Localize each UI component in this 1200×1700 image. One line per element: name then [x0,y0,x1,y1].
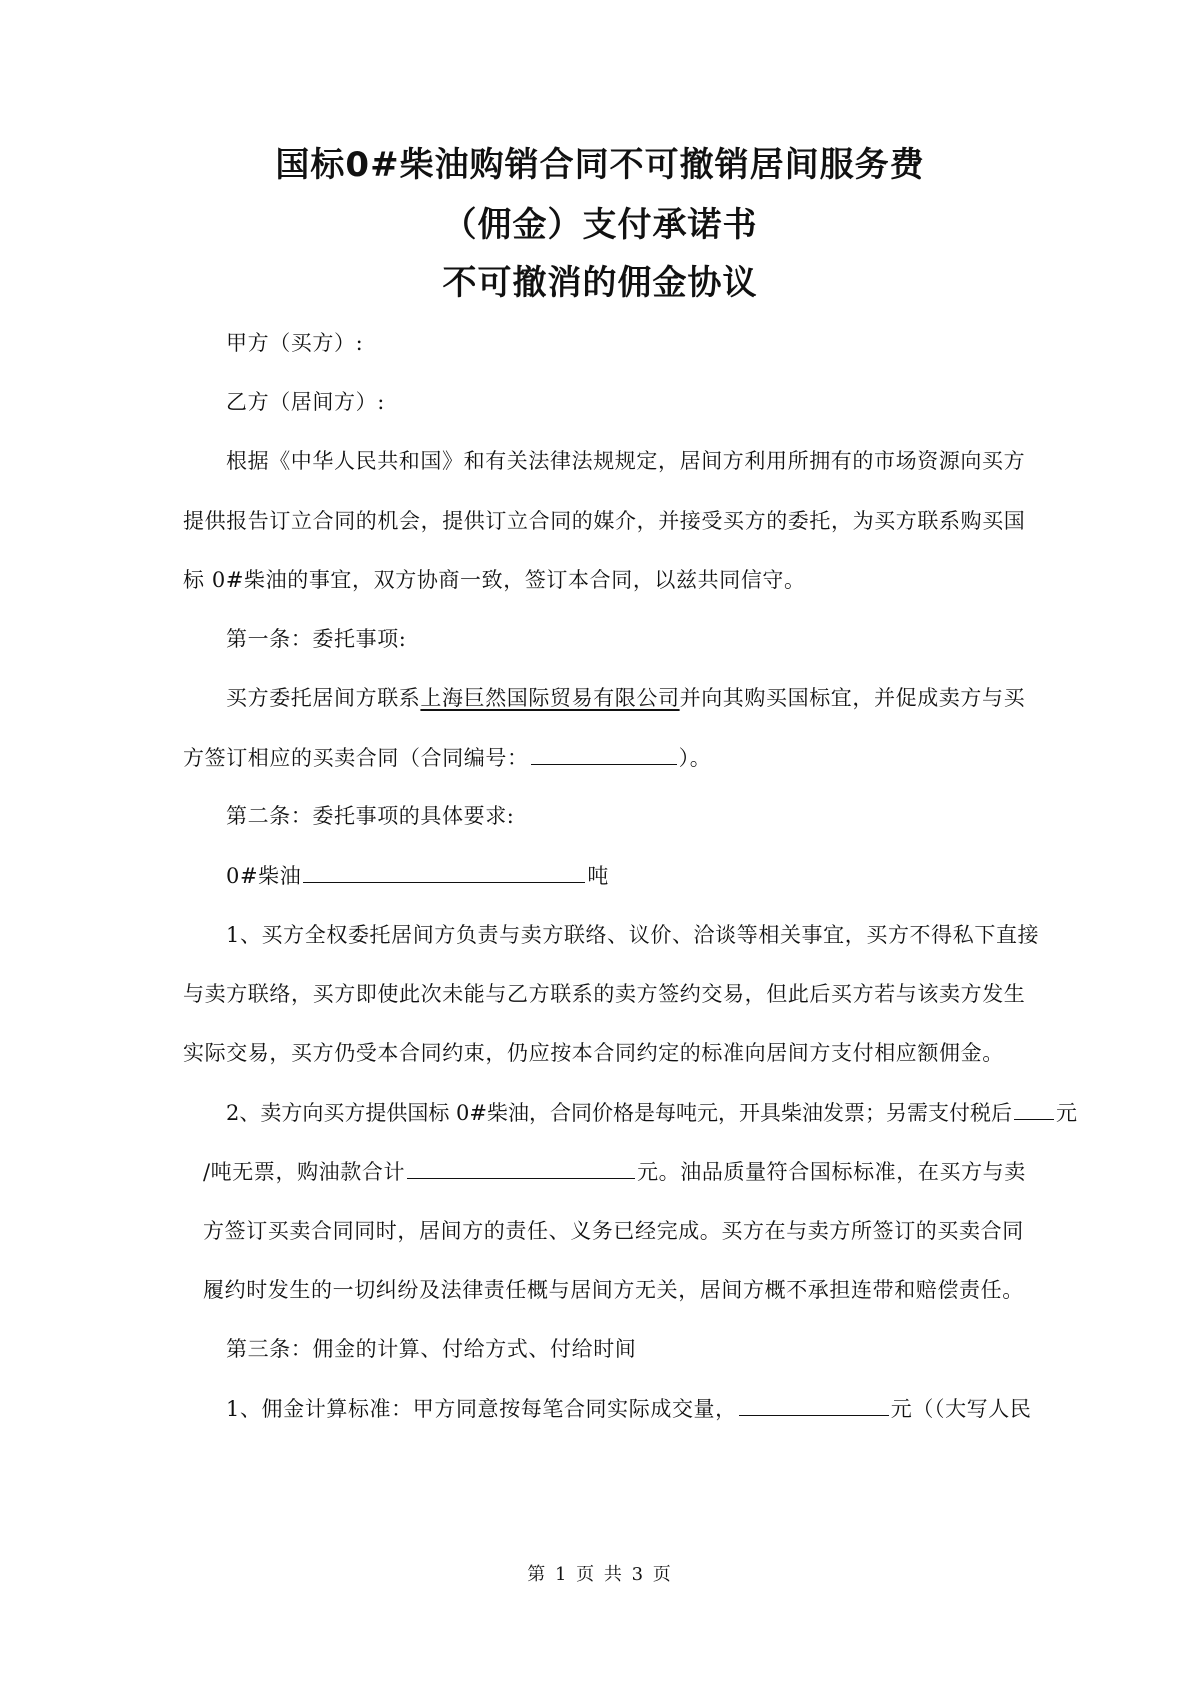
total-payment-blank [407,1156,635,1179]
article-3-line-1-start: 1、佣金计算标准：甲方同意按每笔合同实际成交量， [226,1397,737,1421]
intro-line-3: 标 0#柴油的事宜，双方协商一致，签订本合同，以兹共同信守。 [183,568,806,592]
item-1-line-1: 1、买方全权委托居间方负责与卖方联络、议价、洽谈等相关事宜，买方不得私下直接 [226,923,1040,947]
item-2-line-2 [203,1156,1026,1187]
intro-line-2: 提供报告订立合同的机会，提供订立合同的媒介，并接受买方的委托，为买方联系购买国 [183,509,1026,533]
page-number-footer: 第 1 页 共 3 页 [527,1564,673,1585]
party-a-label: 甲方（买方）: [226,331,364,355]
diesel-quantity-line [226,860,609,891]
item-2-line-1-end: 元 [1056,1101,1077,1125]
item-2-line-2-start: /吨无票，购油款合计 [203,1160,406,1184]
item-2-line-4: 履约时发生的一切纠纷及法律责任概与居间方无关，居间方概不承担连带和赔偿责任。 [203,1278,1024,1302]
article-1-line-2 [183,742,711,773]
document-title-line-2: （佣金）支付承诺书 [442,205,758,245]
tax-price-blank [1014,1097,1054,1120]
diesel-quantity-blank [303,860,585,883]
party-b-label: 乙方（居间方）: [226,390,385,414]
item-1-line-2: 与卖方联络，买方即使此次未能与乙方联系的卖方签约交易，但此后买方若与该卖方发生 [183,982,1026,1006]
item-2-line-3: 方签订买卖合同同时，居间方的责任、义务已经完成。买方在与卖方所签订的买卖合同 [203,1219,1024,1243]
article-3-line-1 [226,1393,1031,1424]
diesel-unit: 吨 [587,864,609,888]
article-1-line-1 [226,683,1025,713]
seller-company-name: 上海巨然国际贸易有限公司 [420,686,680,710]
article-1-line-2-end: ）。 [678,746,712,770]
diesel-label: 0#柴油 [226,864,302,888]
item-2-line-2-end: 元。油品质量符合国标标准，在买方与卖 [637,1160,1026,1184]
item-2-line-1-start: 2、卖方向买方提供国标 0#柴油，合同价格是每吨元，开具柴油发票；另需支付税后 [226,1101,1012,1125]
contract-number-blank [531,742,677,765]
article-2-title: 第二条：委托事项的具体要求: [226,804,515,828]
item-1-line-3: 实际交易，买方仍受本合同约束，仍应按本合同约定的标准向居间方支付相应额佣金。 [183,1041,1004,1065]
article-3-title: 第三条：佣金的计算、付给方式、付给时间 [226,1337,637,1361]
document-title-line-1: 国标0#柴油购销合同不可撤销居间服务费 [275,145,925,185]
article-3-line-1-end: 元（（大写人民 [890,1397,1032,1421]
article-1-line-1-end: 并向其购买国标宜，并促成卖方与买 [679,686,1026,710]
item-2-line-1 [226,1097,1077,1128]
intro-line-1: 根据《中华人民共和国》和有关法律法规规定，居间方利用所拥有的市场资源向买方 [226,449,1026,473]
article-1-line-1-start: 买方委托居间方联系 [226,686,421,710]
document-title-line-3: 不可撤消的佣金协议 [442,263,758,303]
article-1-title: 第一条：委托事项: [226,627,407,651]
commission-rate-blank [739,1393,889,1416]
article-1-line-2-start: 方签订相应的买卖合同（合同编号： [183,746,529,770]
